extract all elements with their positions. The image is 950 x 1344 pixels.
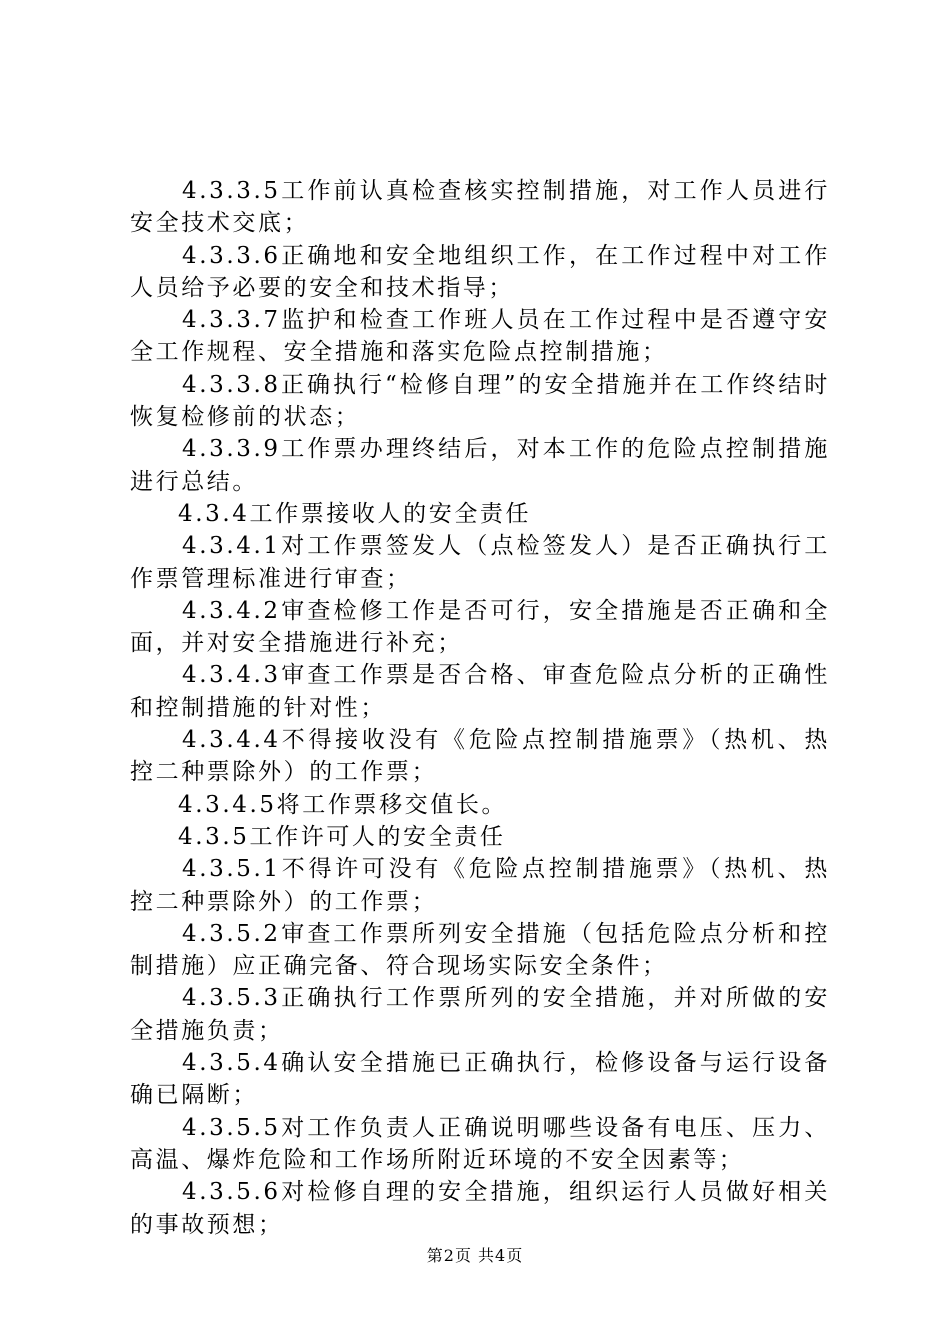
paragraph-4-3-5-3: 4.3.5.3正确执行工作票所列的安全措施，并对所做的安全措施负责； bbox=[130, 985, 830, 1044]
page-footer bbox=[0, 1243, 950, 1266]
paragraph-4-3-3-7: 4.3.3.7监护和检查工作班人员在工作过程中是否遵守安全工作规程、安全措施和落实危险点控制措施； bbox=[130, 307, 830, 366]
paragraph-4-3-3-5: 4.3.3.5工作前认真检查核实控制措施，对工作人员进行安全技术交底； bbox=[130, 178, 830, 237]
section-heading-4-3-4: 4.3.4工作票接收人的安全责任 bbox=[178, 500, 532, 527]
section-heading-4-3-5: 4.3.5工作许可人的安全责任 bbox=[178, 823, 506, 850]
paragraph-4-3-4-4: 4.3.4.4不得接收没有《危险点控制措施票》（热机、热控二种票除外）的工作票； bbox=[130, 727, 830, 786]
paragraph-4-3-5-2: 4.3.5.2审查工作票所列安全措施（包括危险点分析和控制措施）应正确完备、符合现场实际安全条件； bbox=[130, 920, 830, 980]
paragraph-4-3-4-1: 4.3.4.1对工作票签发人（点检签发人）是否正确执行工作票管理标准进行审查； bbox=[130, 533, 830, 592]
page-number-label: 第2页 共4页 bbox=[426, 1246, 524, 1265]
paragraph-4-3-3-8: 4.3.3.8正确执行“检修自理”的安全措施并在工作终结时恢复检修前的状态； bbox=[130, 371, 830, 431]
paragraph-4-3-4-3: 4.3.4.3审查工作票是否合格、审查危险点分析的正确性和控制措施的针对性； bbox=[130, 662, 830, 721]
paragraph-4-3-5-4: 4.3.5.4确认安全措施已正确执行，检修设备与运行设备确已隔断； bbox=[130, 1050, 830, 1109]
paragraph-4-3-5-5: 4.3.5.5对工作负责人正确说明哪些设备有电压、压力、高温、爆炸危险和工作场所附近环境的不安全因素等； bbox=[130, 1114, 830, 1173]
paragraph-4-3-5-1: 4.3.5.1不得许可没有《危险点控制措施票》（热机、热控二种票除外）的工作票； bbox=[130, 856, 830, 915]
paragraph-4-3-5-6: 4.3.5.6对检修自理的安全措施，组织运行人员做好相关的事故预想； bbox=[130, 1179, 830, 1238]
paragraph-4-3-3-9: 4.3.3.9工作票办理终结后，对本工作的危险点控制措施进行总结。 bbox=[130, 436, 830, 495]
paragraph-4-3-3-6: 4.3.3.6正确地和安全地组织工作，在工作过程中对工作人员给予必要的安全和技术指导； bbox=[130, 242, 830, 301]
paragraph-4-3-4-5: 4.3.4.5将工作票移交值长。 bbox=[178, 791, 508, 818]
document-body bbox=[130, 175, 830, 1241]
paragraph-4-3-4-2: 4.3.4.2审查检修工作是否可行，安全措施是否正确和全面，并对安全措施进行补充； bbox=[130, 597, 830, 657]
